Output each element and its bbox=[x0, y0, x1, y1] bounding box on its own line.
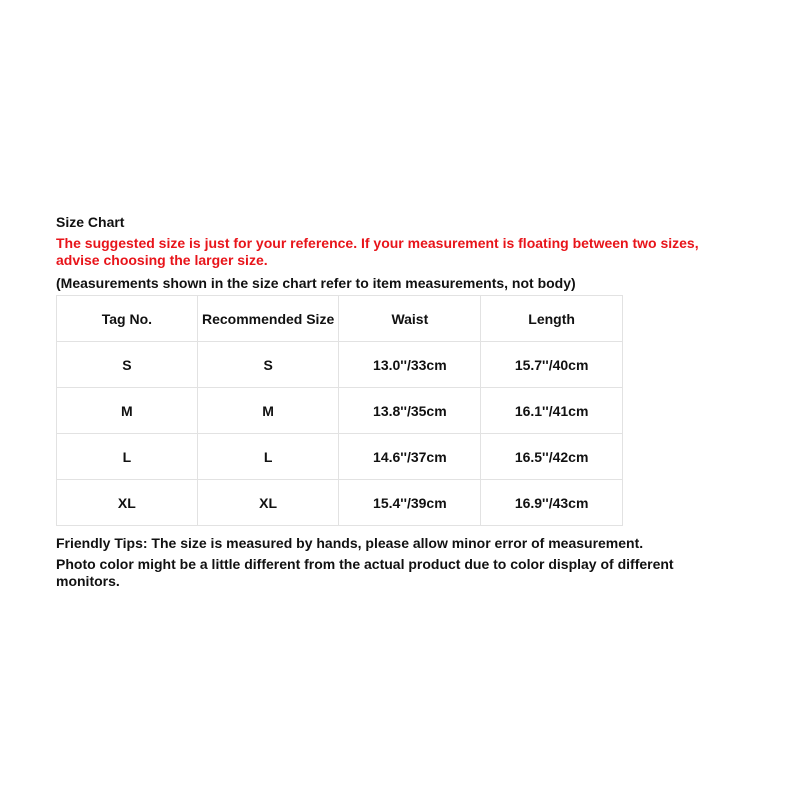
cell-recommended-size: L bbox=[197, 434, 339, 480]
header-length: Length bbox=[481, 296, 623, 342]
photo-note-clip bbox=[56, 556, 706, 590]
photo-color-note: Photo color might be a little different from the actual product due to color display of different monitors. bbox=[56, 556, 674, 589]
table-row bbox=[57, 434, 623, 480]
size-table bbox=[56, 295, 623, 526]
measurement-note: (Measurements shown in the size chart refer to item measurements, not body) bbox=[56, 275, 576, 291]
size-chart-section bbox=[56, 213, 756, 590]
cell-recommended-size: XL bbox=[197, 480, 339, 526]
header-waist: Waist bbox=[339, 296, 481, 342]
cell-tag-no: M bbox=[57, 388, 198, 434]
cell-tag-no: S bbox=[57, 342, 198, 388]
friendly-tips: Friendly Tips: The size is measured by hands, please allow minor error of measurement. bbox=[56, 535, 644, 551]
size-notice: The suggested size is just for your reference. If your measurement is floating between two sizes, advise choosing the larger size. bbox=[56, 235, 699, 268]
table-row bbox=[57, 388, 623, 434]
header-recommended-size: Recommended Size bbox=[197, 296, 339, 342]
cell-length: 16.5''/42cm bbox=[481, 434, 623, 480]
table-header-row bbox=[57, 296, 623, 342]
cell-recommended-size: S bbox=[197, 342, 339, 388]
page-title: Size Chart bbox=[56, 214, 125, 230]
table-row bbox=[57, 480, 623, 526]
cell-tag-no: L bbox=[57, 434, 198, 480]
cell-recommended-size: M bbox=[197, 388, 339, 434]
table-row bbox=[57, 342, 623, 388]
cell-waist: 13.8''/35cm bbox=[339, 388, 481, 434]
cell-tag-no: XL bbox=[57, 480, 198, 526]
cell-waist: 15.4''/39cm bbox=[339, 480, 481, 526]
header-tag-no: Tag No. bbox=[57, 296, 198, 342]
cell-length: 16.1''/41cm bbox=[481, 388, 623, 434]
cell-length: 15.7''/40cm bbox=[481, 342, 623, 388]
cell-waist: 14.6''/37cm bbox=[339, 434, 481, 480]
cell-length: 16.9''/43cm bbox=[481, 480, 623, 526]
cell-waist: 13.0''/33cm bbox=[339, 342, 481, 388]
